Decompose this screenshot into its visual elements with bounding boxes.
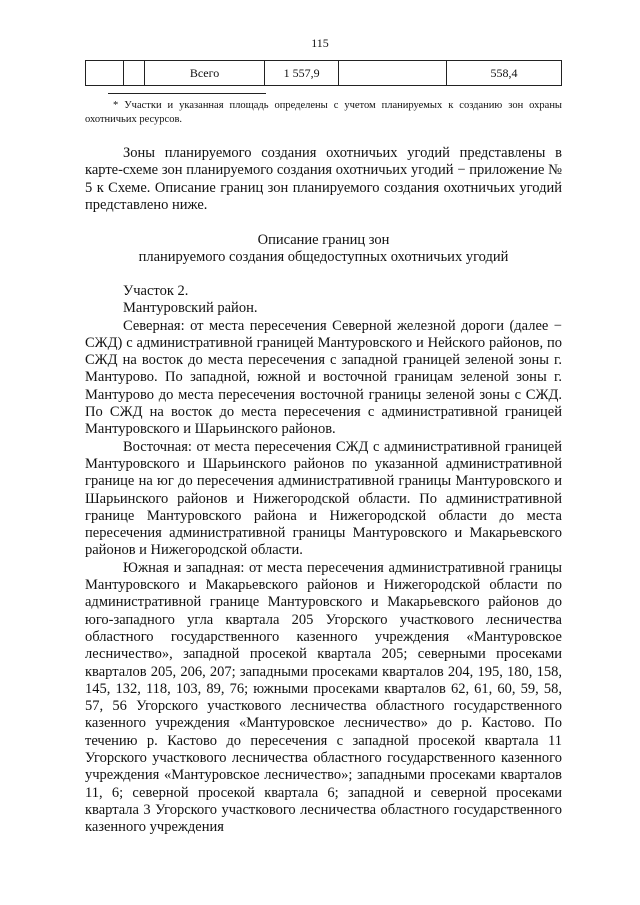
table-cell-value: 1 557,9: [264, 61, 339, 86]
section-heading: [85, 232, 562, 267]
table-cell-empty: [123, 61, 145, 86]
table-cell-empty: [86, 61, 124, 86]
table-cell-total-label: Всего: [145, 61, 265, 86]
intro-section: [85, 145, 562, 214]
table-row: [86, 61, 562, 86]
summary-table: [85, 60, 562, 86]
plot-title: Участок 2.: [123, 283, 189, 299]
district-name: Мантуровский район.: [123, 300, 258, 317]
table-cell-empty: [339, 61, 447, 86]
boundary-description: [85, 283, 562, 837]
south-west-boundary-paragraph: Южная и западная: от места пересечения административной границы Мантуровского и Макарьевского районов и Нижегородской области по административной границе Мантуровского и Макарьевского районов до юго-западного угла квартала 205 Угорского участкового лесничества областного государственного казенного учреждения «Мантуровское лесничество», западной просекой квартала 205; северными просеками кварталов 205, 206, 207; западными просеками кварталов 204, 195, 180, 158, 145, 132, 118, 103, 89, 76; южными просеками кварталов 62, 61, 60, 59, 58, 57, 56 Угорского участкового лесничества областного государственного казенного учреждения «Мантуровское лесничество» до р. Кастово. По течению р. Кастово до пересечения с западной просекой квартала 11 Угорского участкового лесничества областного государственного казенного учреждения «Мантуровское лесничество»; западными просеками кварталов 11, 6; северной просекой квартала 6; западной и северной просеками квартала 3 Угорского участкового лесничества областного государственного казенного учреждения: [85, 559, 562, 836]
page-number: 115: [311, 36, 329, 50]
footnote-divider: [108, 93, 266, 94]
heading-line-1: Описание границ зон: [257, 232, 390, 248]
heading-line-2: планируемого создания общедоступных охотничьих угодий: [138, 249, 509, 266]
footnote: * Участки и указанная площадь определены с учетом планируемых к созданию зон охраны охотничьих ресурсов.: [85, 100, 562, 125]
north-boundary-paragraph: Северная: от места пересечения Северной железной дороги (далее − СЖД) с административной границей Мантуровского и Нейского районов, по СЖД на восток до места пересечения с западной границей зеленой зоны г. Мантурово. По западной, южной и восточной границам зеленой зоны г. Мантурово до места пересечения восточной границы зеленой зоны с СЖД. По СЖД на восток до места пересечения с административной границей Мантуровского и Шарьинского районов.: [85, 317, 562, 438]
table-cell-value: 558,4: [447, 61, 562, 86]
intro-paragraph: Зоны планируемого создания охотничьих угодий представлены в карте-схеме зон планируемого создания охотничьих угодий − приложение № 5 к Схеме. Описание границ зон планируемого создания охотничьих угодий представлено ниже.: [85, 145, 562, 213]
east-boundary-paragraph: Восточная: от места пересечения СЖД с административной границей Мантуровского и Шарьинского районов по указанной административной границе на юг до пересечения административной границы Мантуровского и Шарьинского районов и Нижегородской области. По административной границе Мантуровского района и Нижегородской области до места пересечения административной границы Мантуровского и Макарьевского районов и Нижегородской области.: [85, 438, 562, 559]
